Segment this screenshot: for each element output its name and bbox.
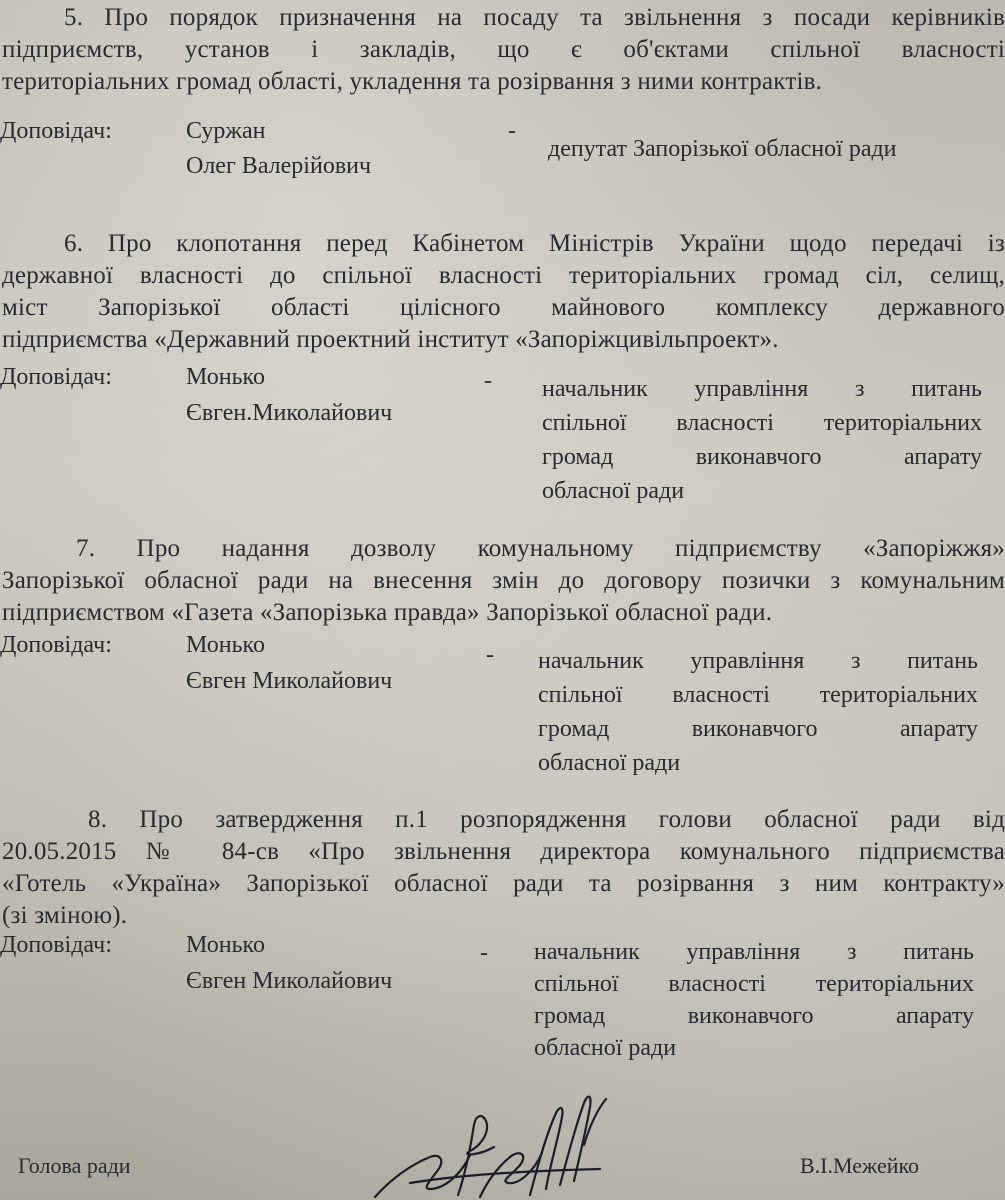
- speaker-role: начальник управління з питань спільної власності територіальних громад виконавчого апарату обласної ради: [542, 376, 982, 504]
- speaker-dash: -: [480, 940, 488, 966]
- signatory-title: Голова ради: [18, 1153, 131, 1178]
- speaker-name-surname: Монько: [186, 364, 265, 390]
- item-5-line-3: територіальних громад області, укладення та розірвання з ними контрактів.: [2, 68, 823, 95]
- speaker-label: Доповідач:: [0, 364, 112, 390]
- speaker-role: начальник управління з питань спільної власності територіальних громад виконавчого апарату обласної ради: [538, 648, 978, 776]
- agenda-item-6: [2, 228, 1005, 356]
- speaker-dash: -: [508, 118, 516, 144]
- item-6-line-4: підприємства «Державний проектний інститут «Запоріжцивільпроект».: [2, 326, 779, 353]
- speaker-role: начальник управління з питань спільної власності територіальних громад виконавчого апарату обласної ради: [534, 939, 974, 1061]
- agenda-item-8: [2, 804, 1005, 932]
- speaker-name-surname: Монько: [186, 632, 265, 658]
- item-7-line-3: підприємством «Газета «Запорізька правда» Запорізької обласної ради.: [2, 599, 773, 626]
- speaker-name-given: Олег Валерійович: [186, 153, 372, 179]
- speaker-label: Доповідач:: [0, 632, 112, 658]
- item-6-line-2: державної власності до спільної власності територіальних громад сіл, селищ,: [2, 262, 1005, 289]
- speaker-label: Доповідач:: [0, 932, 112, 958]
- signatory-name: В.І.Межейко: [800, 1153, 920, 1178]
- item-8-line-4: (зі зміною).: [2, 902, 128, 929]
- item-6-line-1: 6. Про клопотання перед Кабінетом Міністрів України щодо передачі із: [64, 230, 1005, 257]
- item-6-line-3: міст Запорізької області цілісного майнового комплексу державного: [2, 294, 1005, 321]
- handwritten-signature: [370, 1085, 630, 1200]
- speaker-name-given: Євген Миколайович: [186, 968, 393, 994]
- agenda-item-5: [2, 2, 1005, 98]
- item-5-line-2: підприємств, установ і закладів, що є об'єктами спільної власності: [2, 36, 1005, 63]
- item-7-line-2: Запорізької обласної ради на внесення змін до договору позички з комунальним: [2, 567, 1005, 594]
- speaker-name-surname: Суржан: [186, 118, 266, 144]
- item-8-line-1: 8. Про затвердження п.1 розпорядження голови обласної ради від: [88, 806, 1005, 833]
- item-8-line-3: «Готель «Україна» Запорізької обласної ради та розірвання з ним контракту»: [2, 870, 1005, 897]
- speaker-name-given: Євген.Миколайович: [186, 400, 393, 426]
- item-7-line-1: 7. Про надання дозволу комунальному підприємству «Запоріжжя»: [76, 535, 1005, 562]
- speaker-role: депутат Запорізької обласної ради: [548, 136, 897, 162]
- speaker-label: Доповідач:: [0, 118, 112, 144]
- item-5-line-1: 5. Про порядок призначення на посаду та звільнення з посади керівників: [64, 4, 1005, 31]
- agenda-item-7: [2, 533, 1005, 629]
- item-8-line-2: 20.05.2015 № 84-св «Про звільнення директора комунального підприємства: [2, 838, 1005, 865]
- speaker-dash: -: [484, 368, 492, 394]
- speaker-name-surname: Монько: [186, 932, 265, 958]
- speaker-name-given: Євген Миколайович: [186, 668, 393, 694]
- speaker-dash: -: [486, 642, 494, 668]
